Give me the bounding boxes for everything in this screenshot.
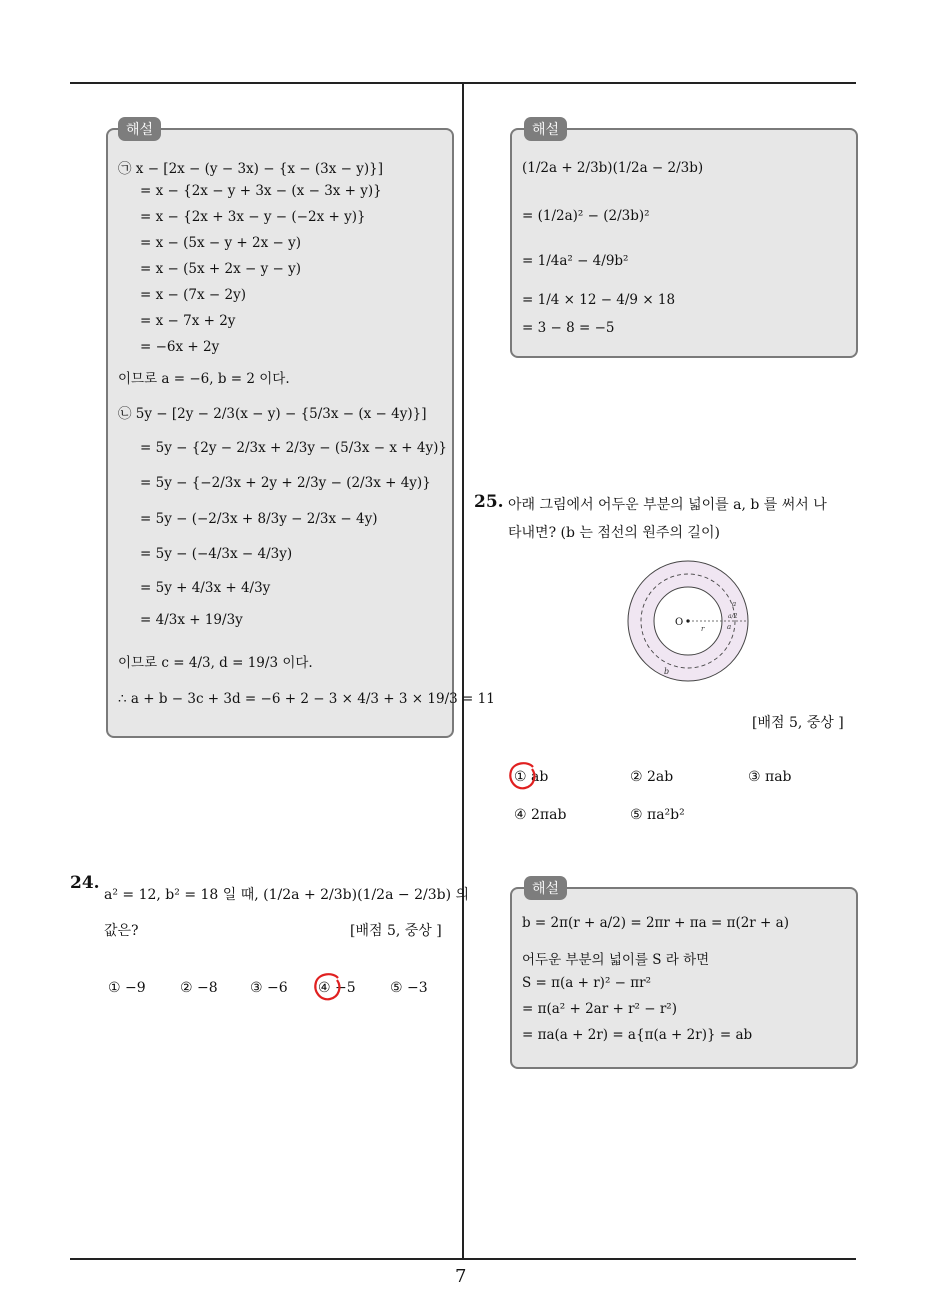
a-label-inner: a [727, 623, 732, 631]
page-number: 7 [455, 1266, 467, 1287]
solution-line: = π(a² + 2ar + r² − r²) [522, 1001, 677, 1017]
q25-option-2[interactable]: ② 2ab [630, 769, 674, 785]
solution-line: 어두운 부분의 넓이를 S 라 하면 [522, 952, 710, 968]
solution-line: 이므로 a = −6, b = 2 이다. [118, 371, 290, 387]
question-24-number: 24. [70, 873, 100, 893]
question-24-text-2: 값은? [104, 923, 139, 939]
q25-option-1[interactable]: ① ab [514, 769, 549, 785]
solution-line: = x − 7x + 2y [140, 313, 236, 329]
solution-line: = x − (5x + 2x − y − y) [140, 261, 301, 277]
annulus-figure [620, 558, 760, 688]
solution-tab-24: 해설 [524, 117, 567, 141]
answer-mark-24 [311, 972, 345, 1004]
answer-mark-25 [506, 761, 540, 793]
q24-option-4[interactable]: ④ −5 [318, 980, 356, 996]
solution-line: = πa(a + 2r) = a{π(a + 2r)} = ab [522, 1027, 753, 1043]
q25-option-4[interactable]: ④ 2πab [514, 807, 567, 823]
solution-line: = 5y − {2y − 2/3x + 2/3y − (5/3x − x + 4y)} [140, 440, 447, 456]
solution-line: = 1/4a² − 4/9b² [522, 253, 629, 269]
bottom-rule [70, 1258, 856, 1260]
solution-tab-25: 해설 [524, 876, 567, 900]
solution-line: = 5y + 4/3x + 4/3y [140, 580, 271, 596]
solution-line: = 5y − (−4/3x − 4/3y) [140, 546, 293, 562]
solution-line: = 5y − (−2/3x + 8/3y − 2/3x − 4y) [140, 511, 378, 527]
question-25-text: 아래 그림에서 어두운 부분의 넓이를 a, b 를 써서 나 [508, 497, 827, 513]
r-label: r [701, 625, 705, 633]
solution-line: = 4/3x + 19/3y [140, 612, 243, 628]
solution-line: = −6x + 2y [140, 339, 220, 355]
solution-line: = x − {2x + 3x − y − (−2x + y)} [140, 209, 366, 225]
solution-tab-23: 해설 [118, 117, 161, 141]
question-24-score: [배점 5, 중상 ] [350, 923, 442, 939]
question-25-number: 25. [474, 492, 504, 512]
solution-line: 이므로 c = 4/3, d = 19/3 이다. [118, 655, 313, 671]
q24-option-1[interactable]: ① −9 [108, 980, 146, 996]
q24-option-2[interactable]: ② −8 [180, 980, 218, 996]
solution-line: = 3 − 8 = −5 [522, 320, 615, 336]
solution-line: (1/2a + 2/3b)(1/2a − 2/3b) [522, 160, 704, 176]
q24-option-5[interactable]: ⑤ −3 [390, 980, 428, 996]
a-half-label: a/2 [728, 613, 738, 620]
solution-line: = 1/4 × 12 − 4/9 × 18 [522, 292, 676, 308]
solution-line: = x − {2x − y + 3x − (x − 3x + y)} [140, 183, 382, 199]
solution-line: = 5y − {−2/3x + 2y + 2/3y − (2/3x + 4y)} [140, 475, 431, 491]
solution-line: ∴ a + b − 3c + 3d = −6 + 2 − 3 × 4/3 + 3 × 19/3 = 11 [118, 691, 495, 707]
solution-line: ㉠ x − [2x − (y − 3x) − {x − (3x − y)}] [118, 161, 384, 177]
a-label-outer: a [732, 600, 737, 608]
solution-line: ㉡ 5y − [2y − 2/3(x − y) − {5/3x − (x − 4y)}] [118, 406, 427, 422]
solution-line: S = π(a + r)² − πr² [522, 975, 651, 991]
solution-line: = (1/2a)² − (2/3b)² [522, 208, 650, 224]
solution-line: b = 2π(r + a/2) = 2πr + πa = π(2r + a) [522, 915, 789, 931]
b-label: b [664, 667, 670, 676]
q25-option-3[interactable]: ③ πab [748, 769, 792, 785]
question-24-text: a² = 12, b² = 18 일 때, (1/2a + 2/3b)(1/2a − 2/3b) 의 [104, 887, 469, 903]
solution-line: = x − (5x − y + 2x − y) [140, 235, 301, 251]
question-25-text-2: 타내면? (b 는 점선의 원주의 길이) [508, 525, 720, 541]
q24-option-3[interactable]: ③ −6 [250, 980, 288, 996]
solution-line: = x − (7x − 2y) [140, 287, 246, 303]
column-divider [462, 82, 464, 1260]
center-label: O [675, 617, 684, 628]
q25-option-5[interactable]: ⑤ πa²b² [630, 807, 685, 823]
question-25-score: [배점 5, 중상 ] [752, 715, 844, 731]
